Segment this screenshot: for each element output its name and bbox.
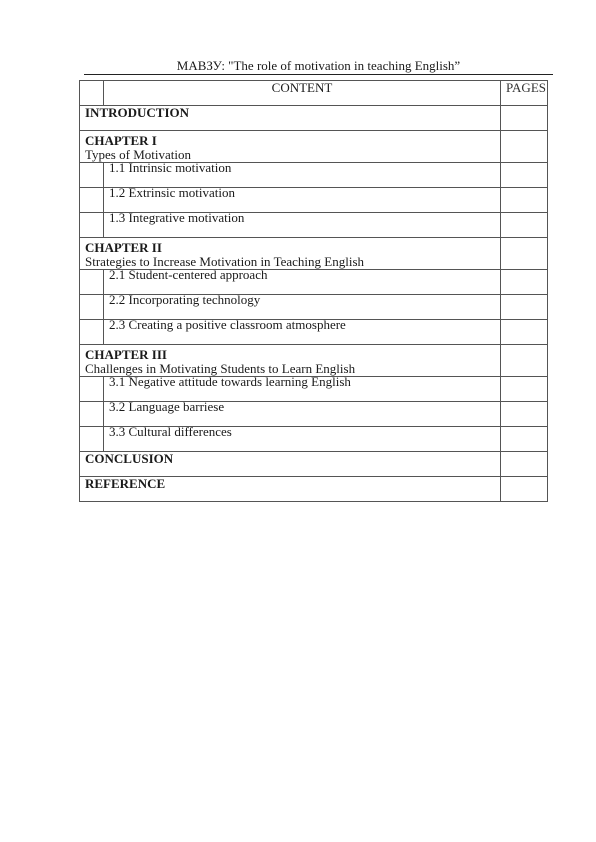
chapter-3-title: Challenges in Motivating Students to Learn English bbox=[85, 361, 356, 376]
section-2-2-cell bbox=[104, 292, 501, 320]
page-number-cell bbox=[501, 345, 548, 377]
page-number-cell bbox=[501, 452, 548, 477]
indent-cell bbox=[80, 320, 104, 345]
section-3-3-cell bbox=[104, 424, 501, 452]
section-3-2-label: 3.2 Language barriese bbox=[109, 399, 225, 414]
toc-row-chapter-2 bbox=[80, 238, 548, 270]
indent-cell bbox=[80, 402, 104, 427]
introduction-label: INTRODUCTION bbox=[80, 106, 501, 131]
reference-label: REFERENCE bbox=[80, 477, 501, 502]
page-number-cell bbox=[501, 131, 548, 163]
indent-cell bbox=[80, 377, 104, 402]
chapter-1-title: Types of Motivation bbox=[85, 147, 191, 162]
toc-row-reference bbox=[80, 477, 548, 502]
toc-row-conclusion bbox=[80, 452, 548, 477]
toc-row-section bbox=[80, 377, 548, 402]
section-2-2-label: 2.2 Incorporating technology bbox=[109, 292, 261, 307]
page-number-cell bbox=[501, 106, 548, 131]
section-2-3-cell bbox=[104, 317, 501, 345]
page-number-cell bbox=[501, 238, 548, 270]
toc-header-spacer bbox=[80, 81, 104, 106]
page-number-cell bbox=[501, 320, 548, 345]
page-number-cell bbox=[501, 213, 548, 238]
toc-row-section bbox=[80, 213, 548, 238]
toc-row-section bbox=[80, 427, 548, 452]
indent-cell bbox=[80, 270, 104, 295]
page-number-cell bbox=[501, 188, 548, 213]
pages-column-header: PAGES bbox=[501, 81, 548, 106]
section-1-2-cell bbox=[104, 185, 501, 213]
section-3-2-cell bbox=[104, 399, 501, 427]
section-1-1-label: 1.1 Intrinsic motivation bbox=[109, 160, 232, 175]
page-number-cell bbox=[501, 163, 548, 188]
toc-row-section bbox=[80, 163, 548, 188]
page-number-cell bbox=[501, 377, 548, 402]
chapter-3-cell bbox=[80, 345, 501, 377]
section-3-1-cell bbox=[104, 374, 501, 402]
chapter-2-cell bbox=[80, 238, 501, 270]
content-column-header: CONTENT bbox=[104, 81, 501, 106]
toc-row-introduction bbox=[80, 106, 548, 131]
toc-row-section bbox=[80, 270, 548, 295]
toc-row-section bbox=[80, 188, 548, 213]
page-number-cell bbox=[501, 427, 548, 452]
toc-row-chapter-1 bbox=[80, 131, 548, 163]
chapter-2-title: Strategies to Increase Motivation in Teaching English bbox=[85, 254, 365, 269]
toc-row-section bbox=[80, 320, 548, 345]
chapter-2-label: CHAPTER II bbox=[85, 240, 162, 255]
document-header-title: МАВЗУ: "The role of motivation in teaching English” bbox=[84, 58, 553, 75]
indent-cell bbox=[80, 295, 104, 320]
chapter-1-cell bbox=[80, 131, 501, 163]
section-1-3-cell bbox=[104, 210, 501, 238]
toc-row-chapter-3 bbox=[80, 345, 548, 377]
indent-cell bbox=[80, 188, 104, 213]
chapter-1-label: CHAPTER I bbox=[85, 133, 157, 148]
indent-cell bbox=[80, 427, 104, 452]
toc-row-section bbox=[80, 402, 548, 427]
page-number-cell bbox=[501, 295, 548, 320]
section-2-1-cell bbox=[104, 267, 501, 295]
page-number-cell bbox=[501, 402, 548, 427]
page-number-cell bbox=[501, 270, 548, 295]
section-1-2-label: 1.2 Extrinsic motivation bbox=[109, 185, 236, 200]
section-3-3-label: 3.3 Cultural differences bbox=[109, 424, 232, 439]
section-1-3-label: 1.3 Integrative motivation bbox=[109, 210, 245, 225]
chapter-3-label: CHAPTER III bbox=[85, 347, 167, 362]
indent-cell bbox=[80, 213, 104, 238]
section-3-1-label: 3.1 Negative attitude towards learning English bbox=[109, 374, 351, 389]
section-2-3-label: 2.3 Creating a positive classroom atmosphere bbox=[109, 317, 346, 332]
indent-cell bbox=[80, 163, 104, 188]
toc-header-row bbox=[80, 81, 548, 106]
toc-row-section bbox=[80, 295, 548, 320]
page-number-cell bbox=[501, 477, 548, 502]
table-of-contents bbox=[79, 80, 548, 502]
section-1-1-cell bbox=[104, 160, 501, 188]
conclusion-label: CONCLUSION bbox=[80, 452, 501, 477]
section-2-1-label: 2.1 Student-centered approach bbox=[109, 267, 268, 282]
